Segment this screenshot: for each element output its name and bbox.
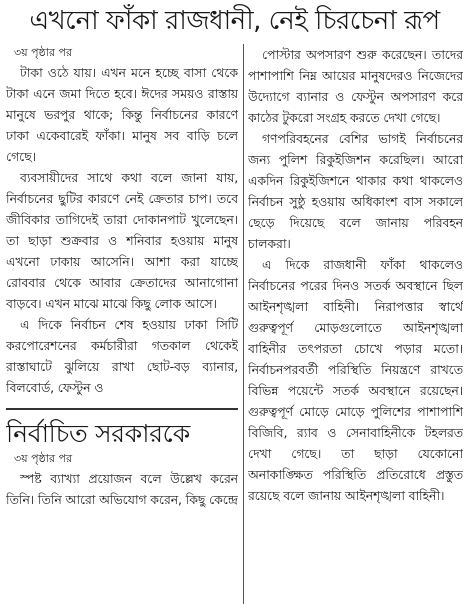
second-story-paragraph: স্পষ্ট ব্যাখ্যা প্রয়োজন বলে উল্লেখ করেন তিনি। তিনি আরো অভিযোগ করেন, কিছু কেন্দ্রে (6, 471, 238, 507)
column-divider (243, 44, 244, 604)
left-column (6, 44, 238, 604)
right-column (248, 44, 463, 604)
article-paragraph: পোস্টার অপসারণ শুরু করেছেন। তাদের পাশাপাশি নিম্ন আয়ের মানুষদেরও নিজেদের উদ্যোগে ব্যানার ও ফেস্টুন অপসারণ করে কাঠের টুকরো সংগ্রহ করতে দেখা গেছে। (248, 47, 463, 125)
second-story-jump-line: ৩য় পৃষ্ঠার পর (14, 452, 73, 465)
page-headline: এখনো ফাঁকা রাজধানী, নেই চিরচেনা রূপ (29, 6, 440, 36)
jump-line: ৩য় পৃষ্ঠার পর (14, 46, 73, 59)
story-separator (6, 408, 238, 410)
article-paragraph: ব্যবসায়ীদের সাথে কথা বলে জানা যায়, নির্বাচনের ছুটির কারণে নেই ক্রেতার চাপ। তবে জীবিকার তাগিদেই তারা দোকানপাট খুলেছেন। তা ছাড়া শুক্রবার ও শনিবার হওয়ায় মানুষ এখনো ঢাকায় আসেনি। আশা করা যাচ্ছে রোববার থেকে আবার ক্রেতাদের আনাগোনা বাড়বে। এখন মাঝে মাঝে কিছু লোক আসে। (6, 170, 238, 311)
article-paragraph: গণপরিবহনের বেশির ভাগই নির্বাচনের জন্য পুলিশ রিকুইজিশন করেছিল। আরো একদিন রিকুইজিশনে থাকার কথা থাকলেও নির্বাচন সুষ্ঠু হওয়ায় অধিকাংশ বাস সকালে ছেড়ে দিয়েছে বলে জানায় পরিবহন চালকরা। (248, 131, 463, 251)
article-paragraph: টাকা ওঠে যায়। এখন মনে হচ্ছে বাসা থেকে টাকা এনে জমা দিতে হবে। ঈদের সময়ও রাস্তায় মানুষে ভরপুর থাকে; কিন্তু নির্বাচনের কারণে ঢাকা একেবারেই ফাঁকা। মানুষ সব বাড়ি চলে গেছে। (6, 65, 238, 164)
article-paragraph: এ দিকে রাজধানী ফাঁকা থাকলেও নির্বাচনের পরের দিনও সতর্ক অবস্থানে ছিল আইনশৃঙ্খলা বাহিনী। নিরাপত্তার স্বার্থে গুরুত্বপূর্ণ মোড়গুলোতে আইনশৃঙ্খলা বাহিনীর তৎপরতা চোখে পড়ার মতো। নির্বাচনপরবর্তী পরিস্থিতি নিয়ন্ত্রণে রাখতে বিভিন্ন পয়েন্টে সতর্ক অবস্থানে রয়েছেন। গুরুত্বপূর্ণ মোড়ে মোড়ে পুলিশের পাশাপাশি বিজিবি, র‌্যাব ও সেনাবাহিনীকে টহলরত দেখা গেছে। তা ছাড়া যেকোনো অনাকাঙ্ক্ষিত পরিস্থিতি প্রতিরোধে প্রস্তুত রয়েছে বলে জানায় আইনশৃঙ্খলা বাহিনী। (248, 257, 463, 503)
second-story-headline: নির্বাচিত সরকারকে (6, 419, 190, 448)
article-paragraph: এ দিকে নির্বাচন শেষ হওয়ায় ঢাকা সিটি করপোরেশনের কর্মচারীরা গতকাল থেকেই রাস্তাঘাটে ঝুলিয়ে রাখা ছোট-বড় ব্যানার, বিলবোর্ড, ফেস্টুন ও (6, 317, 238, 395)
